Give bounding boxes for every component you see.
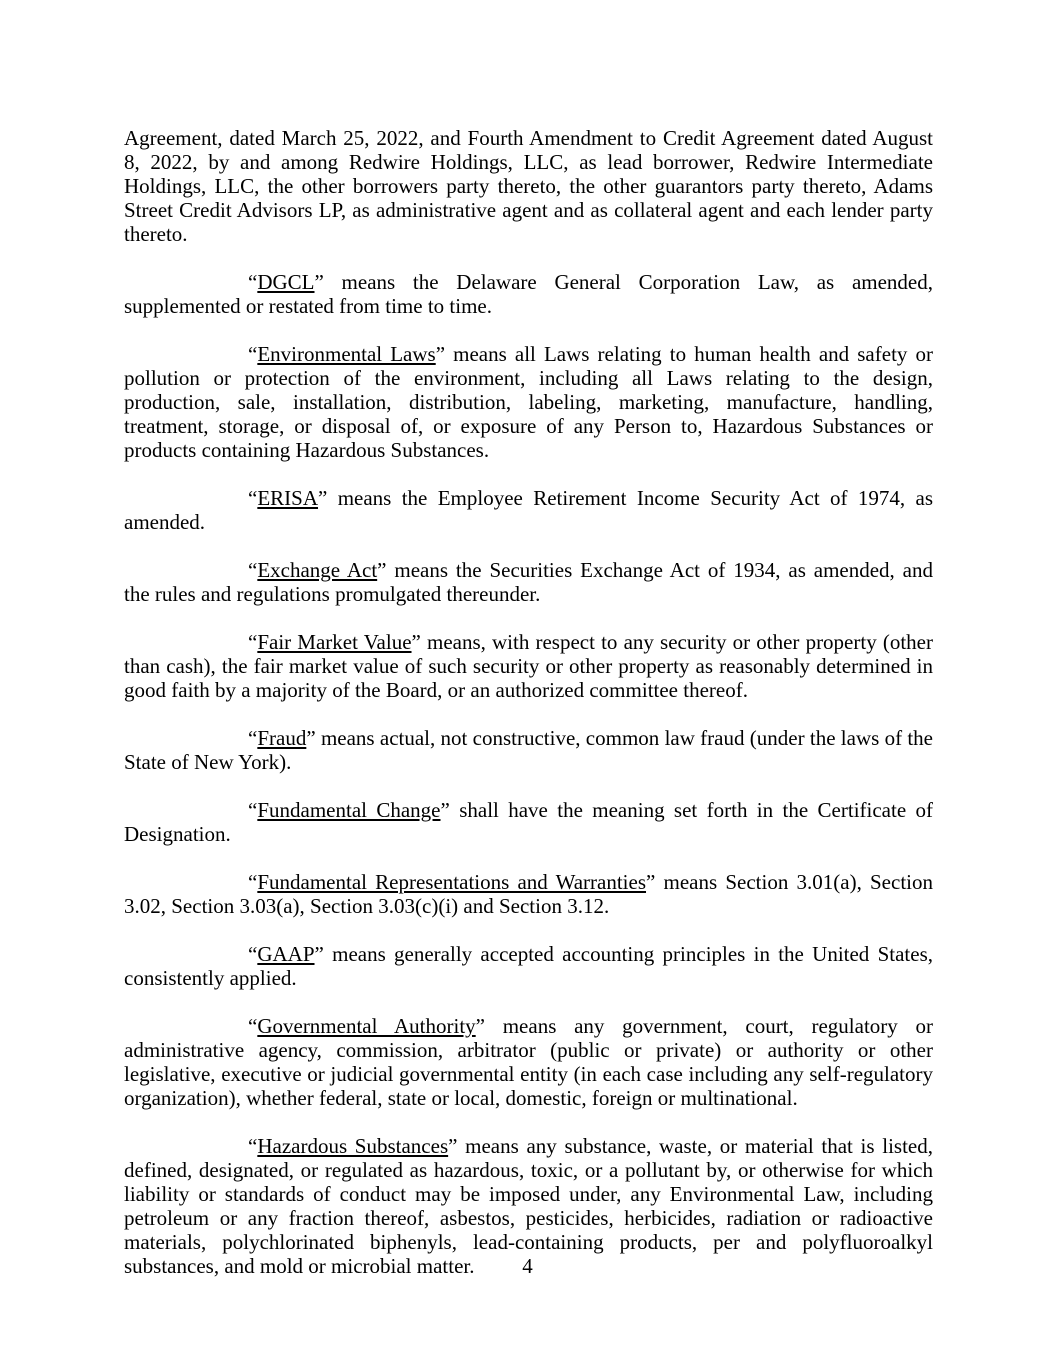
open-quote: “ (248, 486, 258, 510)
definition-term: Governmental Authority (257, 1014, 476, 1038)
definition-text: means generally accepted accounting principles in the United States, consistently applied. (124, 942, 933, 990)
definition-text: means all Laws relating to human health and safety or pollution or protection of the environment, including all Laws relating to the design, production, sale, installation, distribution, labeling, marketing, manufacture, handling, treatment, storage, or disposal of, or exposure of any Person to, Hazardous Substances or products containing Hazardous Substances. (124, 342, 933, 462)
definition-term: Fraud (257, 726, 307, 750)
close-quote: ” (475, 1014, 485, 1038)
open-quote: “ (248, 1134, 258, 1158)
definition-term: ERISA (257, 486, 319, 510)
definition-paragraph-fair-market-value (124, 630, 933, 702)
definition-paragraph-erisa (124, 486, 933, 534)
page-footer (0, 1254, 1055, 1278)
close-quote: ” (306, 726, 316, 750)
definition-text: means any government, court, regulatory or administrative agency, commission, arbitrator (public or private) or authority or other legislative, executive or judicial governmental entity (in each case including any self-regulatory organization), whether federal, state or local, domestic, foreign or multinational. (124, 1014, 933, 1110)
definition-paragraph-governmental-authority (124, 1014, 933, 1110)
open-quote: “ (248, 270, 258, 294)
definition-paragraph-fundamental-change (124, 798, 933, 846)
definition-term: Environmental Laws (257, 342, 436, 366)
open-quote: “ (248, 630, 258, 654)
definition-text: means, with respect to any security or other property (other than cash), the fair market value of such security or other property as reasonably determined in good faith by a majority of the Board, or an authorized committee thereof. (124, 630, 933, 702)
definition-text: means the Securities Exchange Act of 1934, as amended, and the rules and regulations promulgated thereunder. (124, 558, 934, 606)
definition-text: means actual, not constructive, common law fraud (under the laws of the State of New York). (124, 726, 933, 774)
document-body (124, 126, 933, 1302)
definition-paragraph-fraud (124, 726, 933, 774)
definition-text: shall have the meaning set forth in the Certificate of Designation. (124, 798, 934, 846)
intro-paragraph (124, 126, 933, 246)
definition-term: Fundamental Change (257, 798, 441, 822)
close-quote: ” (646, 870, 656, 894)
open-quote: “ (248, 942, 258, 966)
definition-paragraph-dgcl (124, 270, 933, 318)
open-quote: “ (248, 870, 258, 894)
close-quote: ” (314, 942, 324, 966)
close-quote: ” (435, 342, 446, 366)
open-quote: “ (248, 726, 258, 750)
close-quote: ” (318, 486, 328, 510)
definition-text: means the Delaware General Corporation Law, as amended, supplemented or restated from time to time. (124, 270, 933, 318)
open-quote: “ (248, 1014, 258, 1038)
definition-paragraph-environmental-laws (124, 342, 933, 462)
close-quote: ” (448, 1134, 458, 1158)
definition-term: Hazardous Substances (257, 1134, 449, 1158)
intro-paragraph-text: Agreement, dated March 25, 2022, and Fourth Amendment to Credit Agreement dated August 8, 2022, by and among Redwire Holdings, LLC, as lead borrower, Redwire Intermediate Holdings, LLC, the other borrowers party thereto, the other guarantors party thereto, Adams Street Credit Advisors LP, as administrative agent and as collateral agent and each lender party thereto. (124, 126, 933, 246)
definition-term: DGCL (257, 270, 315, 294)
close-quote: ” (377, 558, 387, 582)
definition-term: GAAP (257, 942, 315, 966)
definition-paragraph-exchange-act (124, 558, 933, 606)
definition-text: means Section 3.01(a), Section 3.02, Section 3.03(a), Section 3.03(c)(i) and Section 3.12. (124, 870, 933, 918)
open-quote: “ (248, 798, 258, 822)
definition-text: means any substance, waste, or material that is listed, defined, designated, or regulated as hazardous, toxic, or a pollutant by, or otherwise for which liability or standards of conduct may be imposed under, any Environmental Law, including petroleum or any fraction thereof, asbestos, pesticides, herbicides, radiation or radioactive materials, polychlorinated biphenyls, lead-containing products, per and polyfluoroalkyl substances, and mold or microbial matter. (124, 1134, 933, 1278)
close-quote: ” (314, 270, 324, 294)
open-quote: “ (248, 342, 258, 366)
definition-paragraph-fundamental-reps-and-warranties (124, 870, 933, 918)
definition-term: Fundamental Representations and Warranties (257, 870, 647, 894)
page-number: 4 (522, 1254, 533, 1278)
definition-term: Exchange Act (257, 558, 378, 582)
definition-text: means the Employee Retirement Income Security Act of 1974, as amended. (124, 486, 933, 534)
definition-paragraph-gaap (124, 942, 933, 990)
definition-term: Fair Market Value (257, 630, 412, 654)
open-quote: “ (248, 558, 258, 582)
close-quote: ” (411, 630, 421, 654)
close-quote: ” (440, 798, 450, 822)
